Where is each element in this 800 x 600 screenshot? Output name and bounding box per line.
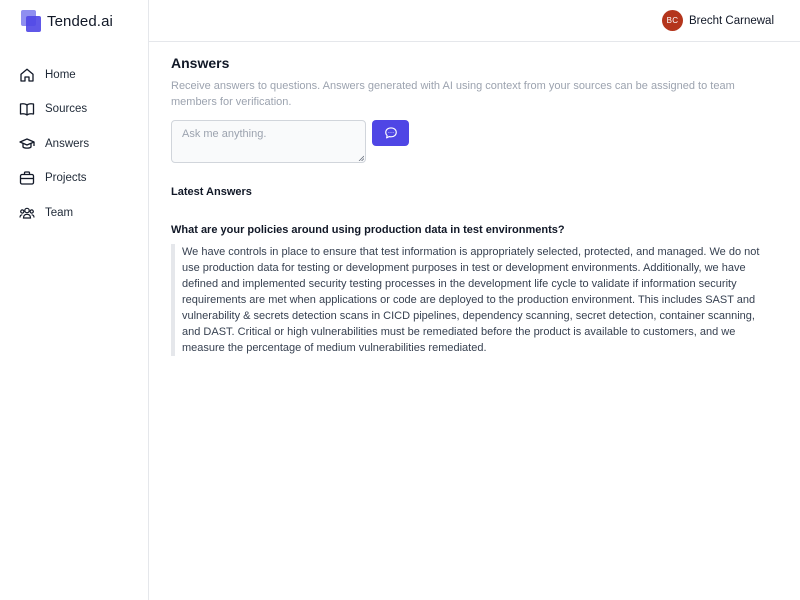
sidebar-item-answers[interactable] [19,133,144,154]
user-name[interactable]: Brecht Carnewal [688,14,774,27]
users-icon [19,205,35,221]
book-icon [19,101,35,117]
sidebar-item-label: Home [45,68,76,81]
sidebar [0,0,149,600]
user-menu[interactable] [662,10,774,31]
answer-item [171,223,761,356]
sidebar-item-home[interactable] [19,64,144,85]
sidebar-item-label: Sources [45,103,88,116]
briefcase-icon [19,170,35,186]
logo-icon [21,10,41,32]
latest-answers-title: Latest Answers [171,186,252,198]
chat-bubble-icon [384,126,398,140]
sidebar-item-sources[interactable] [19,99,144,120]
sidebar-item-label: Team [45,206,74,219]
sidebar-item-label: Projects [45,172,87,185]
send-button[interactable] [372,120,409,146]
brand-name: Tended.ai [47,12,113,30]
page-description: Receive answers to questions. Answers generated with AI using context from your sources can be assigned to team members for verification. [171,80,735,108]
brand[interactable] [21,10,113,32]
sidebar-item-label: Answers [45,137,90,150]
sidebar-nav [19,64,144,237]
sidebar-item-projects[interactable] [19,168,144,189]
question-text[interactable]: What are your policies around using production data in test environments? [171,224,565,236]
sidebar-item-team[interactable] [19,202,144,223]
top-header [149,0,800,42]
graduation-cap-icon [19,136,35,152]
resize-handle-icon[interactable] [358,155,364,161]
ask-input[interactable] [171,120,366,163]
page-title: Answers [171,55,230,71]
avatar[interactable]: BC [662,10,683,31]
answer-text: We have controls in place to ensure that test information is appropriately selected, protected, and managed. We do not use production data for testing or development purposes in test or development environments. Additionally, we have defined and implemented security testing processes in the development life cycle to validate if information security requirements are met when applications or code are deployed to the production environment. This includes SAST and vulnerability & secrets detection scans in CICD pipelines, dependency scanning, secret detection, container scanning, and DAST. Critical or high vulnerabilities must be remediated before the product is available to customers, and we measure the percentage of medium vulnerabilities remediated. [171,244,763,356]
home-icon [19,67,35,83]
